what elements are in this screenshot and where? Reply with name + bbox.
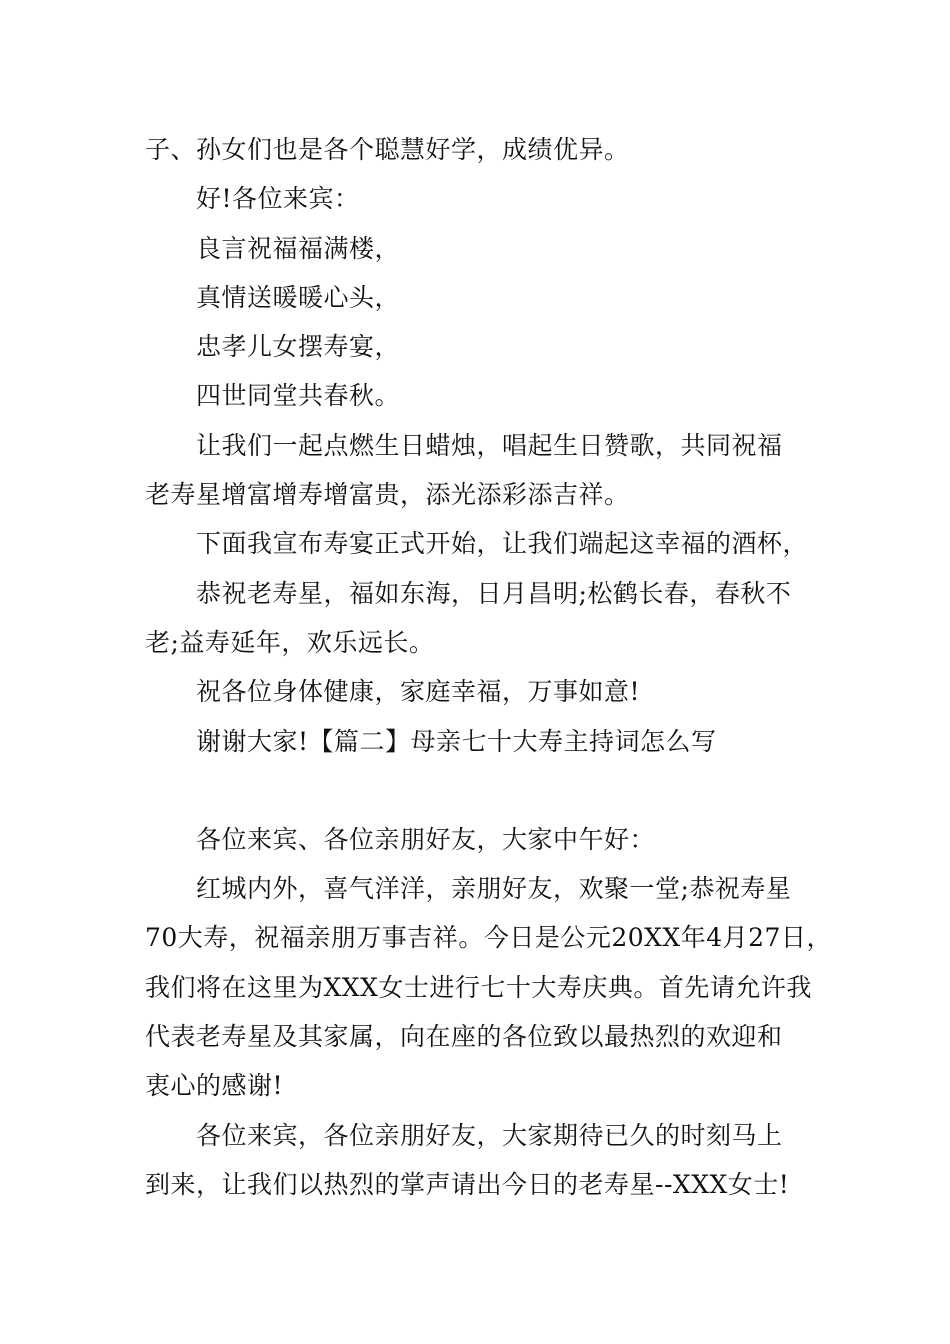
text-line: 好!各位来宾： [196, 184, 360, 214]
text-line: 我们将在这里为XXX女士进行七十大寿庆典。首先请允许我 [145, 972, 812, 1002]
text-line: 各位来宾、各位亲朋好友，大家中午好： [196, 824, 656, 854]
text-line: 各位来宾，各位亲朋好友，大家期待已久的时刻马上 [196, 1120, 783, 1150]
text-line: 到来，让我们以热烈的掌声请出今日的老寿星--XXX女士! [145, 1169, 790, 1199]
text-line: 衷心的感谢! [145, 1071, 284, 1101]
text-line: 让我们一起点燃生日蜡烛，唱起生日赞歌，共同祝福 [196, 430, 783, 460]
text-line: 老寿星增富增寿增富贵，添光添彩添吉祥。 [145, 480, 630, 510]
text-line: 老;益寿延年，欢乐远长。 [145, 627, 435, 657]
document-body [145, 125, 832, 1209]
text-line: 70大寿，祝福亲朋万事吉祥。今日是公元20XX年4月27日， [145, 923, 832, 953]
text-line: 红城内外，喜气洋洋，亲朋好友，欢聚一堂;恭祝寿星 [196, 874, 792, 904]
text-line: 四世同堂共春秋。 [196, 381, 401, 411]
text-line: 子、孙女们也是各个聪慧好学，成绩优异。 [145, 135, 630, 164]
text-line: 真情送暖暖心头， [196, 282, 401, 312]
text-line: 谢谢大家!【篇二】母亲七十大寿主持词怎么写 [196, 726, 717, 756]
text-line: 良言祝福福满楼， [196, 233, 401, 263]
text-line: 忠孝儿女摆寿宴， [196, 332, 401, 362]
text-line: 下面我宣布寿宴正式开始，让我们端起这幸福的酒杯， [196, 529, 809, 559]
text-line: 恭祝老寿星，福如东海，日月昌明;松鹤长春，春秋不 [196, 578, 792, 608]
text-line: 祝各位身体健康，家庭幸福，万事如意! [196, 677, 641, 707]
text-line: 代表老寿星及其家属，向在座的各位致以最热烈的欢迎和 [145, 1022, 783, 1052]
